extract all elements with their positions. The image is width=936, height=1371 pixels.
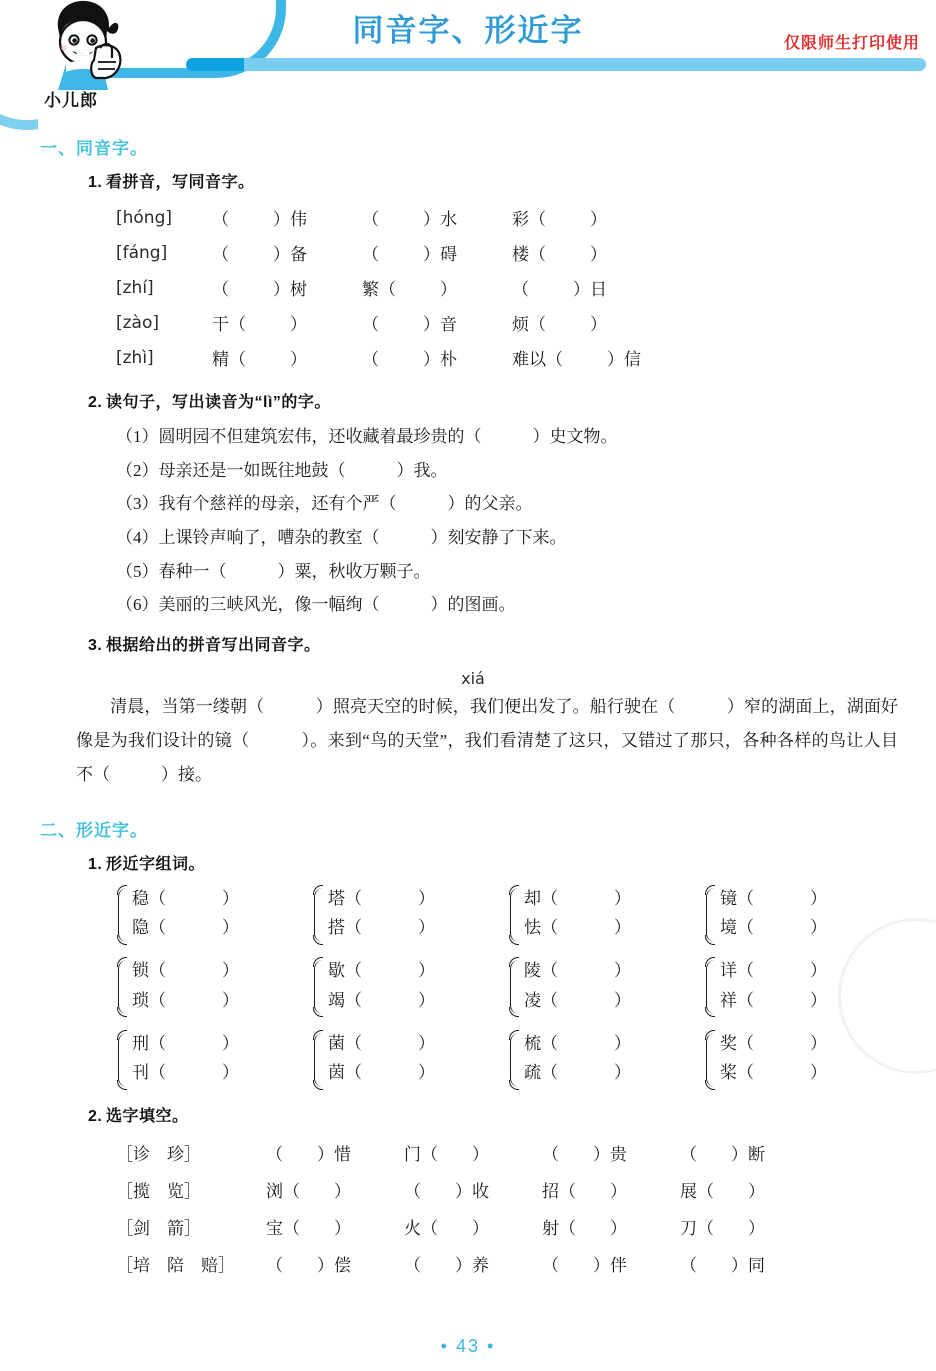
pinyin-hint-label: xiá <box>461 668 485 688</box>
pinyin-answer-cell[interactable] <box>362 305 512 340</box>
pair-bottom-row[interactable] <box>524 1058 704 1087</box>
pair-top-row[interactable] <box>328 1029 508 1058</box>
pair-close: ） <box>418 961 435 981</box>
pair-char: 桨（ <box>720 1063 754 1083</box>
choose-fill-cell[interactable]: 火（ ） <box>404 1219 489 1239</box>
pair-char: 竭（ <box>328 990 362 1010</box>
pinyin-answer-cell[interactable] <box>512 200 692 235</box>
cell-prefix: （ <box>362 350 379 369</box>
pair-char: 琐（ <box>132 990 166 1010</box>
pair-char: 奖（ <box>720 1033 754 1053</box>
pinyin-answer-cell[interactable] <box>212 340 362 375</box>
pair-bottom-row[interactable] <box>132 913 312 942</box>
cell-suffix: ） <box>590 245 607 264</box>
pair-bottom-row[interactable] <box>720 913 900 942</box>
exercise-1-3-title <box>88 632 916 655</box>
choose-fill-cell[interactable]: 门（ ） <box>404 1145 489 1165</box>
character-pair[interactable] <box>704 1029 900 1087</box>
choice-key: ［诊 珍］ <box>116 1145 201 1165</box>
pair-close: ） <box>418 1063 435 1083</box>
pinyin-answer-cell[interactable] <box>212 305 362 340</box>
brace-icon <box>706 888 718 942</box>
list-item[interactable]: （3）我有个慈祥的母亲，还有个严（ ）的父亲。 <box>116 494 533 514</box>
choose-fill-cell[interactable]: 刀（ ） <box>680 1219 765 1239</box>
cell-prefix: 精（ <box>212 350 246 369</box>
page-number: • 43 • <box>440 1336 496 1356</box>
pair-close: ） <box>614 888 631 908</box>
choose-fill-table <box>116 1134 818 1282</box>
cell-suffix: ） <box>590 315 607 334</box>
pair-char: 菌（ <box>328 1033 362 1053</box>
worksheet-content <box>0 134 936 1282</box>
pair-close: ） <box>810 888 827 908</box>
exercise-1-2-number: 2. <box>88 394 103 411</box>
pair-close: ） <box>222 918 239 938</box>
pair-char: 却（ <box>524 888 558 908</box>
choose-fill-cell[interactable]: （ ）同 <box>680 1256 765 1276</box>
pair-top-row[interactable] <box>132 1029 312 1058</box>
header-divider-bar <box>186 58 926 71</box>
section-heading-tongyinzi: 一、同音字。 <box>40 139 148 158</box>
pinyin-answer-cell[interactable] <box>212 235 362 270</box>
cell-suffix: ）树 <box>273 280 307 299</box>
cloze-paragraph-text: 清晨，当第一缕朝（ ）照亮天空的时候，我们便出发了。船行驶在（ ）窄的湖面上，湖面好像是为我们设计的镜（ ）。来到“鸟的天堂”，我们看清楚了这只，又错过了那只，各种各样的鸟让人目不（ ）接。 <box>76 696 898 784</box>
pair-close: ） <box>614 1033 631 1053</box>
pair-char: 详（ <box>720 961 754 981</box>
pair-char: 歇（ <box>328 961 362 981</box>
exercise-2-2-number: 2. <box>88 1108 103 1126</box>
pair-close: ） <box>614 918 631 938</box>
pair-close: ） <box>222 1033 239 1053</box>
table-row <box>116 200 692 235</box>
cell-suffix: ） <box>290 315 307 334</box>
pair-top-row[interactable] <box>720 1029 900 1058</box>
exercise-1-3-label: 根据给出的拼音写出同音字。 <box>106 636 321 654</box>
brace-icon <box>706 1033 718 1087</box>
cell-suffix: ）朴 <box>423 350 457 369</box>
list-item[interactable]: （1）圆明园不但建筑宏伟，还收藏着最珍贵的（ ）史文物。 <box>116 427 618 446</box>
pair-char: 稳（ <box>132 888 166 908</box>
pair-close: ） <box>222 1063 239 1083</box>
pair-close: ） <box>418 990 435 1010</box>
cell-prefix: 楼（ <box>512 245 546 264</box>
pinyin-answer-cell[interactable] <box>512 270 692 305</box>
choose-fill-cell[interactable]: （ ）贵 <box>542 1145 627 1165</box>
pair-char: 怯（ <box>524 918 558 938</box>
table-row <box>116 1208 818 1245</box>
cell-prefix: （ <box>212 280 229 299</box>
cell-prefix: （ <box>512 280 529 299</box>
pair-close: ） <box>614 1063 631 1083</box>
pair-bottom-row[interactable] <box>524 986 704 1015</box>
cell-prefix: 难以（ <box>512 350 563 369</box>
cell-prefix: （ <box>362 210 379 229</box>
brace-icon <box>706 960 718 1014</box>
pair-top-row[interactable] <box>328 956 508 985</box>
pinyin-key: [fáng] <box>116 242 168 263</box>
brace-icon <box>314 1033 326 1087</box>
exercise-2-1-number: 1. <box>88 855 103 873</box>
exercise-1-2-label: 读句子，写出读音为“lì”的字。 <box>106 394 331 411</box>
cell-suffix: ）备 <box>273 245 307 264</box>
pair-char: 隐（ <box>132 918 166 938</box>
cell-prefix: 繁（ <box>362 280 396 299</box>
pinyin-answer-cell[interactable] <box>362 200 512 235</box>
pair-close: ） <box>810 918 827 938</box>
pair-char: 疏（ <box>524 1063 558 1083</box>
pinyin-answer-cell[interactable] <box>362 235 512 270</box>
cell-suffix: ）伟 <box>273 210 307 229</box>
pair-char: 塔（ <box>328 888 362 908</box>
pair-top-row[interactable] <box>720 884 900 913</box>
brace-icon <box>510 1033 522 1087</box>
pinyin-answer-cell[interactable] <box>212 200 362 235</box>
pair-bottom-row[interactable] <box>132 986 312 1015</box>
pair-char: 境（ <box>720 918 754 938</box>
brace-icon <box>314 888 326 942</box>
header-bar-dark-segment <box>186 58 248 71</box>
pair-top-row[interactable] <box>132 884 312 913</box>
choose-fill-cell[interactable]: 宝（ ） <box>266 1219 351 1239</box>
character-pair[interactable] <box>704 884 900 942</box>
choose-fill-cell[interactable]: （ ）伴 <box>542 1256 627 1276</box>
table-row <box>116 235 692 270</box>
pair-close: ） <box>418 1033 435 1053</box>
choose-fill-cell[interactable]: 浏（ ） <box>266 1182 351 1202</box>
character-pair[interactable] <box>704 956 900 1014</box>
exercise-1-1-label: 看拼音，写同音字。 <box>106 174 255 191</box>
pair-bottom-row[interactable] <box>524 913 704 942</box>
exercise-2-2-label: 选字填空。 <box>106 1108 189 1126</box>
cloze-paragraph[interactable] <box>76 690 898 792</box>
choice-key: ［揽 览］ <box>116 1182 201 1202</box>
list-item[interactable]: （5）春种一（ ）粟，秋收万颗子。 <box>116 561 431 581</box>
pair-close: ） <box>614 961 631 981</box>
pair-top-row[interactable] <box>720 956 900 985</box>
character-pair[interactable] <box>508 884 704 942</box>
brace-icon <box>118 960 130 1014</box>
character-pair[interactable] <box>508 956 704 1014</box>
section-heading-xingjinzi: 二、形近字。 <box>40 820 148 840</box>
cell-suffix: ）日 <box>573 280 607 299</box>
table-row <box>116 270 692 305</box>
cell-prefix: （ <box>212 245 229 264</box>
cell-prefix: 彩（ <box>512 210 546 229</box>
choose-fill-cell[interactable]: 展（ ） <box>680 1182 765 1202</box>
pinyin-answer-cell[interactable] <box>512 305 692 340</box>
choose-fill-cell[interactable]: 射（ ） <box>542 1219 627 1239</box>
character-pair[interactable] <box>508 1029 704 1087</box>
pair-char: 梳（ <box>524 1033 558 1053</box>
character-pair[interactable] <box>116 1029 312 1087</box>
choose-fill-cell[interactable]: 招（ ） <box>542 1182 627 1202</box>
list-item[interactable]: （2）母亲还是一如既往地鼓（ ）我。 <box>116 460 448 480</box>
character-pair[interactable] <box>312 1029 508 1087</box>
pair-close: ） <box>810 990 827 1010</box>
pair-char: 祥（ <box>720 990 754 1010</box>
pair-close: ） <box>222 888 239 908</box>
cell-prefix: （ <box>212 210 229 229</box>
character-pair[interactable] <box>116 956 312 1014</box>
cell-suffix: ）碍 <box>423 245 457 264</box>
pair-top-row[interactable] <box>524 956 704 985</box>
page-title: 同音字、形近字 <box>352 13 584 48</box>
choose-fill-cell[interactable]: （ ）惜 <box>266 1145 351 1165</box>
cell-prefix: 干（ <box>212 315 246 334</box>
pair-char: 搭（ <box>328 918 362 938</box>
character-pair[interactable] <box>312 884 508 942</box>
pinyin-homophone-table <box>116 200 692 375</box>
pinyin-key: [zào] <box>116 312 160 333</box>
cell-suffix: ）水 <box>423 210 457 229</box>
pair-close: ） <box>614 990 631 1010</box>
brace-icon <box>314 960 326 1014</box>
pair-char: 刑（ <box>132 1033 166 1053</box>
cell-suffix: ）音 <box>423 315 457 334</box>
pair-close: ） <box>810 1033 827 1053</box>
pair-close: ） <box>222 961 239 981</box>
pair-bottom-row[interactable] <box>720 1058 900 1087</box>
pinyin-answer-cell[interactable] <box>362 270 512 305</box>
choose-fill-cell[interactable]: （ ）养 <box>404 1256 489 1276</box>
exercise-1-2-title <box>88 389 916 412</box>
pinyin-key: [zhí] <box>116 277 154 298</box>
pair-close: ） <box>418 888 435 908</box>
pair-bottom-row[interactable] <box>328 986 508 1015</box>
table-row <box>116 340 692 375</box>
mascot-name-label: 小儿郎 <box>44 91 98 110</box>
exercise-1-1-title <box>88 169 916 192</box>
choice-key: ［剑 箭］ <box>116 1219 201 1239</box>
page-header <box>0 0 936 118</box>
exercise-1-1-number: 1. <box>88 174 103 191</box>
brace-icon <box>510 960 522 1014</box>
header-bar-light-segment <box>244 58 926 71</box>
print-restriction-note: 仅限师生打印使用 <box>783 35 920 52</box>
pair-char: 陵（ <box>524 961 558 981</box>
list-item[interactable]: （6）美丽的三峡风光，像一幅绚（ ）的图画。 <box>116 595 516 615</box>
choice-key: ［培 陪 赔］ <box>116 1256 235 1276</box>
pair-close: ） <box>810 1063 827 1083</box>
choose-fill-cell[interactable]: （ ）收 <box>404 1182 489 1202</box>
pair-top-row[interactable] <box>132 956 312 985</box>
cell-prefix: （ <box>362 315 379 334</box>
pinyin-key: [zhì] <box>116 347 154 368</box>
pair-bottom-row[interactable] <box>720 986 900 1015</box>
table-row <box>116 1171 818 1208</box>
pinyin-key: [hóng] <box>116 207 173 228</box>
character-pair[interactable] <box>116 884 312 942</box>
brace-icon <box>118 1033 130 1087</box>
near-character-grid <box>116 884 916 1087</box>
exercise-2-2-title <box>88 1103 916 1126</box>
pair-top-row[interactable] <box>524 884 704 913</box>
pair-bottom-row[interactable] <box>132 1058 312 1087</box>
table-row <box>116 1134 818 1171</box>
pinyin-answer-cell[interactable] <box>512 340 692 375</box>
table-row <box>116 1245 818 1282</box>
pair-bottom-row[interactable] <box>328 1058 508 1087</box>
choose-fill-body <box>116 1134 818 1282</box>
choose-fill-cell[interactable]: （ ）偿 <box>266 1256 351 1276</box>
pair-char: 锁（ <box>132 961 166 981</box>
cell-suffix: ） <box>290 350 307 369</box>
brace-icon <box>118 888 130 942</box>
pair-char: 刊（ <box>132 1063 166 1083</box>
choose-fill-cell[interactable]: （ ）断 <box>680 1145 765 1165</box>
list-item[interactable]: （4）上课铃声响了，嘈杂的教室（ ）刻安静了下来。 <box>116 527 567 547</box>
pair-top-row[interactable] <box>524 1029 704 1058</box>
cell-prefix: 烦（ <box>512 315 546 334</box>
pair-char: 茵（ <box>328 1063 362 1083</box>
cell-suffix: ）信 <box>607 350 641 369</box>
pair-char: 凌（ <box>524 990 558 1010</box>
pair-top-row[interactable] <box>328 884 508 913</box>
exercise-2-1-label: 形近字组词。 <box>106 855 206 873</box>
pinyin-answer-cell[interactable] <box>212 270 362 305</box>
pinyin-table-body <box>116 200 692 375</box>
cell-suffix: ） <box>440 280 457 299</box>
exercise-1-3-number: 3. <box>88 636 103 654</box>
pair-close: ） <box>810 961 827 981</box>
cell-suffix: ） <box>590 210 607 229</box>
table-row <box>116 305 692 340</box>
pinyin-answer-cell[interactable] <box>362 340 512 375</box>
brace-icon <box>510 888 522 942</box>
pair-close: ） <box>222 990 239 1010</box>
pair-close: ） <box>418 918 435 938</box>
exercise-2-1-title <box>88 851 916 874</box>
character-pair[interactable] <box>312 956 508 1014</box>
pair-bottom-row[interactable] <box>328 913 508 942</box>
pinyin-answer-cell[interactable] <box>512 235 692 270</box>
pair-char: 镜（ <box>720 888 754 908</box>
cell-prefix: （ <box>362 245 379 264</box>
